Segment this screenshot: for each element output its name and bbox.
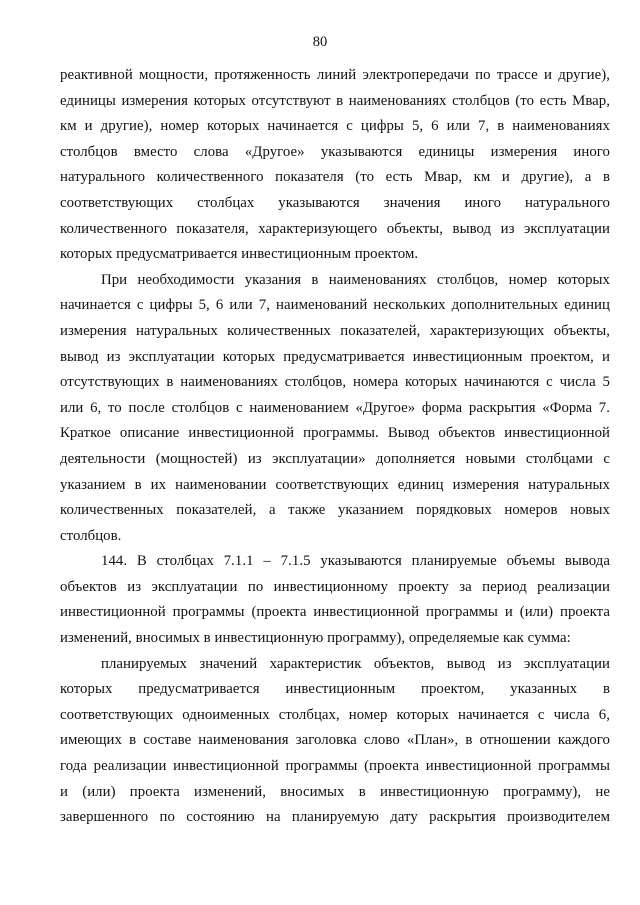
page-number: 80 [312,34,328,50]
text-line: указанием в их наименовании соответствующих единиц измерения натуральных [60,476,610,493]
text-line: реактивной мощности, протяженность линий электропередачи по трассе и другие), [60,67,610,83]
text-line: измерения натуральных количественных показателей, характеризующих объекты, [60,322,610,339]
text-line: единицы измерения которых отсутствуют в наименованиях столбцов (то есть Мвар, [60,92,610,109]
text-line: Краткое описание инвестиционной программы. Вывод объектов инвестиционной [60,425,610,442]
text-line: км и другие), номер которых начинается с цифры 5, 6 или 7, в наименованиях [60,118,610,135]
text-line: количественного показателя, характеризующего объекты, вывод из эксплуатации [60,220,610,237]
text-line: которых предусматривается инвестиционным проектом. [60,246,419,263]
text-line: изменений, вносимых в инвестиционную программу), определяемые как сумма: [60,630,571,647]
body-text [60,63,610,831]
text-line: и (или) проекта изменений, вносимых в инвестиционную программу), не [60,783,610,800]
text-line: натурального количественного показателя (то есть Мвар, км и другие), а в [60,169,610,186]
text-line: которых предусматривается инвестиционным проектом, указанных в [60,681,610,698]
text-line: При необходимости указания в наименованиях столбцов, номер которых [101,271,610,288]
text-line: вывод из эксплуатации которых предусматривается инвестиционным проектом, и [60,348,610,365]
text-line: планируемых значений характеристик объектов, вывод из эксплуатации [101,655,610,672]
text-line: инвестиционной программы (проекта инвестиционной программы и (или) проекта [60,604,610,621]
text-line: количественных показателей, а также указанием порядковых номеров новых [60,502,610,519]
text-line: начинается с цифры 5, 6 или 7, наименований нескольких дополнительных единиц [60,297,610,314]
text-line: деятельности (мощностей) из эксплуатации» дополняется новыми столбцами с [60,450,610,467]
text-line: 144. В столбцах 7.1.1 – 7.1.5 указываются планируемые объемы вывода [101,553,610,570]
text-line: соответствующих одноименных столбцах, номер которых начинается с числа 6, [60,706,610,723]
text-line: имеющих в составе наименования заголовка слово «План», в отношении каждого [60,732,610,749]
text-line: года реализации инвестиционной программы (проекта инвестиционной программы [60,758,610,775]
text-line: столбцов вместо слова «Другое» указываются единицы измерения иного [60,143,610,160]
text-line: завершенного по состоянию на планируемую дату раскрытия производителем [60,809,610,826]
text-line: соответствующих столбцах указываются значения иного натурального [60,194,610,211]
text-line: объектов из эксплуатации по инвестиционному проекту за период реализации [60,578,610,595]
text-line: отсутствующих в наименованиях столбцов, номера которых начинаются с числа 5 [60,374,610,391]
text-line: столбцов. [60,527,122,544]
text-line: или 6, то после столбцов с наименованием «Другое» форма раскрытия «Форма 7. [60,399,610,416]
